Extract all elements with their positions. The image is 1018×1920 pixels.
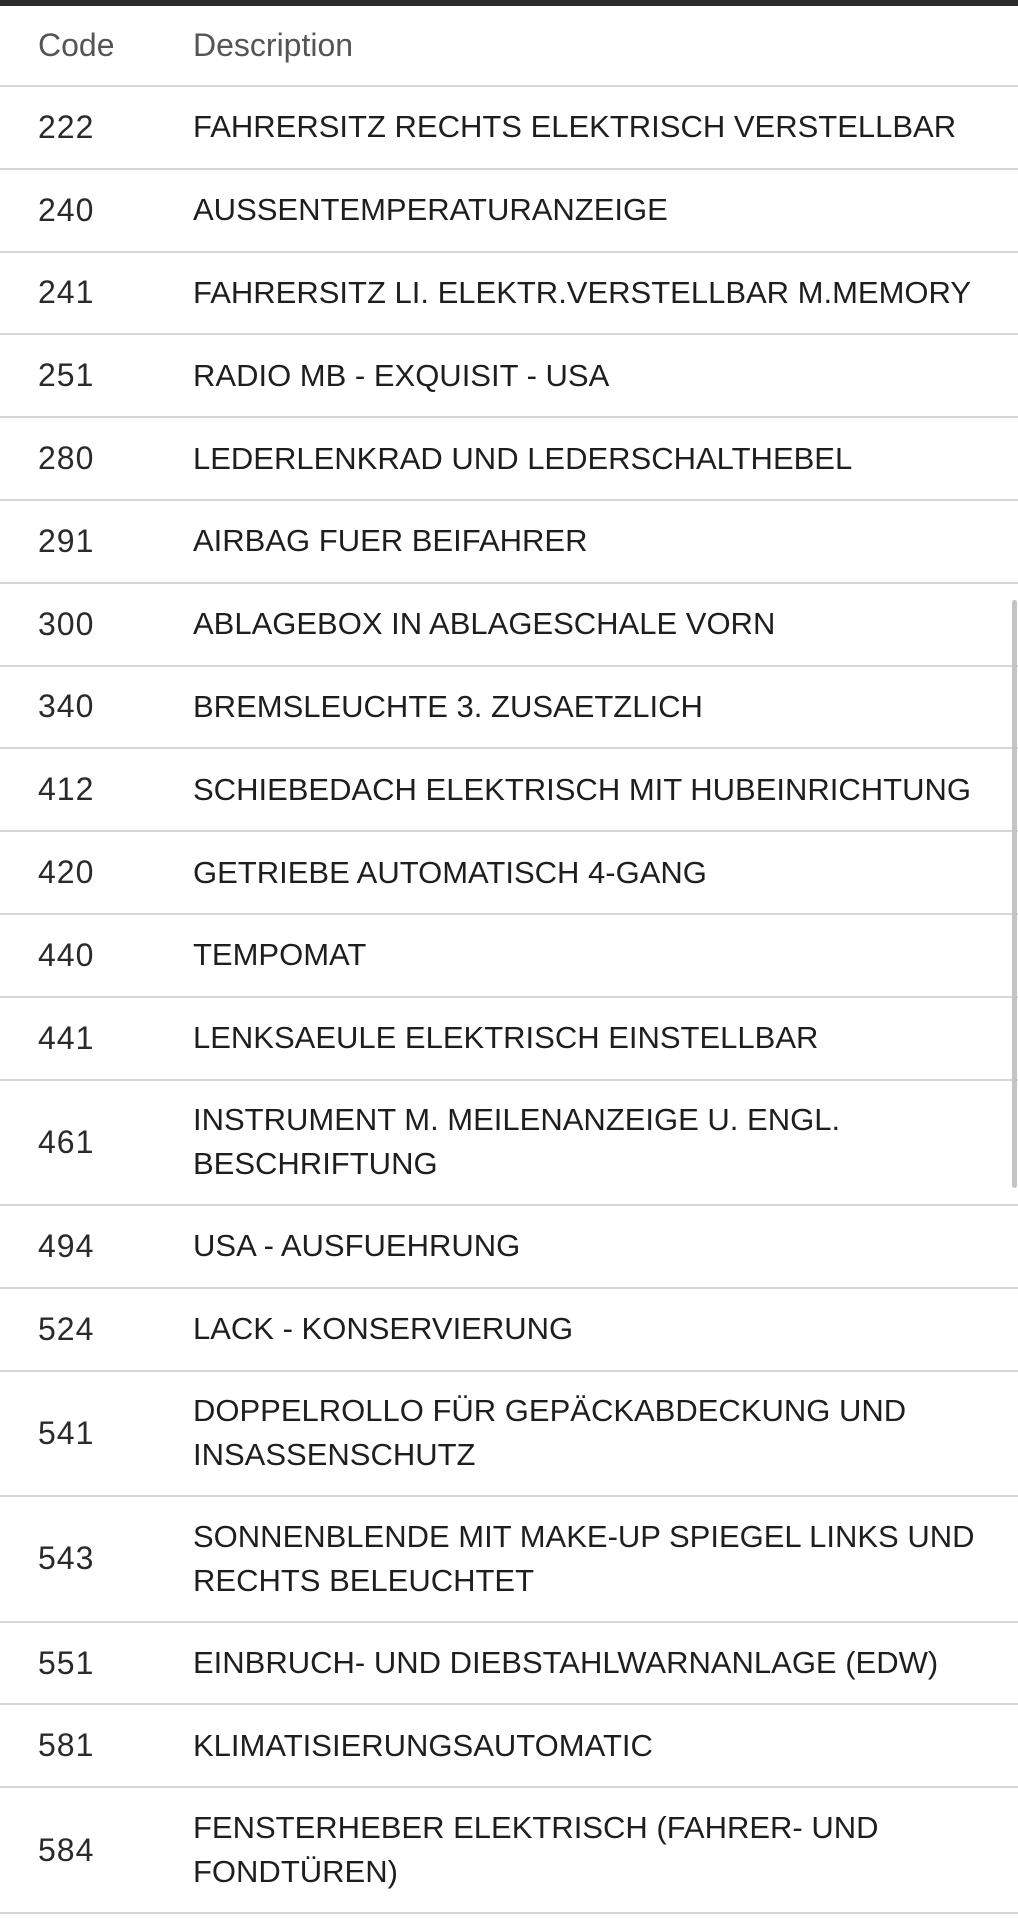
table-row <box>0 335 1018 418</box>
row-description: ABLAGEBOX IN ABLAGESCHALE VORN <box>193 606 776 642</box>
table-row <box>0 1206 1018 1289</box>
row-code: 461 <box>38 1123 95 1160</box>
row-description: TEMPOMAT <box>193 937 367 973</box>
row-description: SONNENBLENDE MIT MAKE-UP SPIEGEL LINKS UND RECHTS BELEUCHTET <box>193 1518 975 1598</box>
header-code: Code <box>38 27 115 63</box>
row-description: DOPPELROLLO FÜR GEPÄCKABDECKUNG UND INSASSENSCHUTZ <box>193 1393 907 1473</box>
table-row <box>0 1623 1018 1706</box>
row-code: 412 <box>38 771 95 808</box>
row-description: LACK - KONSERVIERUNG <box>193 1311 574 1347</box>
table-row <box>0 170 1018 253</box>
table-row <box>0 915 1018 998</box>
row-code: 584 <box>38 1831 95 1868</box>
row-code: 441 <box>38 1019 95 1056</box>
table-header <box>0 6 1018 87</box>
row-description: EINBRUCH- UND DIEBSTAHLWARNANLAGE (EDW) <box>193 1645 939 1681</box>
table-row <box>0 1289 1018 1372</box>
table-row <box>0 87 1018 170</box>
row-description: LENKSAEULE ELEKTRISCH EINSTELLBAR <box>193 1020 819 1056</box>
table-row <box>0 1497 1018 1623</box>
row-description: INSTRUMENT M. MEILENANZEIGE U. ENGL. BESCHRIFTUNG <box>193 1102 841 1182</box>
row-description: LEDERLENKRAD UND LEDERSCHALTHEBEL <box>193 440 853 476</box>
row-code: 222 <box>38 108 95 145</box>
row-code: 541 <box>38 1414 95 1451</box>
row-code: 251 <box>38 357 95 394</box>
row-code: 240 <box>38 191 95 228</box>
table-row <box>0 501 1018 584</box>
row-description: SCHIEBEDACH ELEKTRISCH MIT HUBEINRICHTUNG <box>193 771 971 807</box>
row-code: 551 <box>38 1644 95 1681</box>
row-description: RADIO MB - EXQUISIT - USA <box>193 357 610 393</box>
table-row <box>0 253 1018 336</box>
row-description: GETRIEBE AUTOMATISCH 4-GANG <box>193 854 707 890</box>
table-row <box>0 832 1018 915</box>
row-code: 440 <box>38 936 95 973</box>
row-code: 543 <box>38 1540 95 1577</box>
row-description: FENSTERHEBER ELEKTRISCH (FAHRER- UND FONDTÜREN) <box>193 1810 879 1889</box>
row-description: AIRBAG FUER BEIFAHRER <box>193 523 588 559</box>
row-code: 340 <box>38 688 95 725</box>
row-code: 241 <box>38 274 95 311</box>
table-row <box>0 584 1018 667</box>
row-description: BREMSLEUCHTE 3. ZUSAETZLICH <box>193 688 703 724</box>
table-row <box>0 667 1018 750</box>
row-description: KLIMATISIERUNGSAUTOMATIC <box>193 1727 653 1763</box>
table-row <box>0 1081 1018 1207</box>
table-row <box>0 1705 1018 1788</box>
table-row <box>0 998 1018 1081</box>
table-row <box>0 749 1018 832</box>
table-row <box>0 418 1018 501</box>
table-row <box>0 1788 1018 1914</box>
options-table <box>0 6 1018 1914</box>
row-description: USA - AUSFUEHRUNG <box>193 1228 521 1264</box>
row-description: FAHRERSITZ LI. ELEKTR.VERSTELLBAR M.MEMORY <box>193 274 972 310</box>
vertical-scrollbar[interactable] <box>1012 600 1017 1188</box>
row-code: 494 <box>38 1227 95 1264</box>
row-code: 524 <box>38 1310 95 1347</box>
row-code: 280 <box>38 440 95 477</box>
row-code: 420 <box>38 854 95 891</box>
row-code: 581 <box>38 1727 95 1764</box>
header-description: Description <box>193 27 354 63</box>
row-description: AUSSENTEMPERATURANZEIGE <box>193 192 668 228</box>
row-code: 291 <box>38 522 95 559</box>
table-row <box>0 1372 1018 1498</box>
row-code: 300 <box>38 605 95 642</box>
row-description: FAHRERSITZ RECHTS ELEKTRISCH VERSTELLBAR <box>193 109 957 145</box>
